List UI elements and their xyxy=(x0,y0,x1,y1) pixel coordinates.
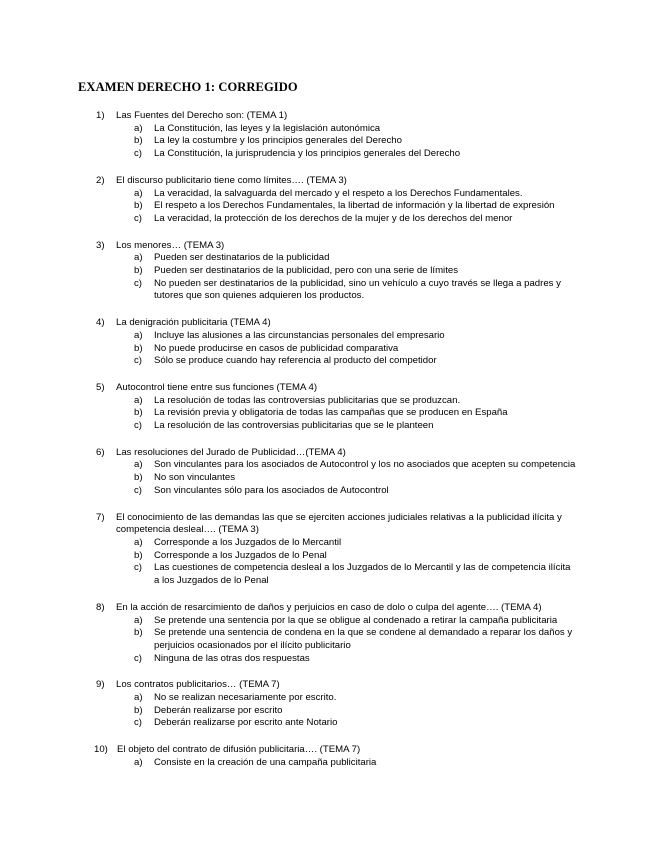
question-item xyxy=(96,382,576,433)
option-text: Las cuestiones de competencia desleal a los Juzgados de lo Mercantil y las de competencia ilícita a los Juzgados de lo Penal xyxy=(154,562,571,587)
answer-option xyxy=(134,653,576,666)
answer-option xyxy=(134,135,576,148)
option-letter: a) xyxy=(134,536,143,548)
option-letter: b) xyxy=(134,472,143,484)
question-item xyxy=(96,744,576,769)
option-letter: a) xyxy=(134,252,143,264)
option-letter: a) xyxy=(134,122,143,134)
answer-option xyxy=(134,278,576,303)
option-letter: c) xyxy=(134,420,142,432)
option-letter: c) xyxy=(134,148,142,160)
option-text: Se pretende una sentencia de condena en la que se condene al demandado a reparar los daños y perjuicios ocasionados por el ilícito publicitario xyxy=(154,627,573,651)
option-letter: a) xyxy=(134,614,143,626)
option-text: La resolución de las controversias publicitarias que se le planteen xyxy=(154,420,434,432)
option-text: Corresponde a los Juzgados de lo Mercantil xyxy=(154,536,342,548)
question-text: Las Fuentes del Derecho son: (TEMA 1) xyxy=(116,110,288,121)
option-text: No pueden ser destinatarios de la publicidad, sino un vehículo a cuyo través se llega a padres y tutores que son quienes adquieren los productos. xyxy=(154,277,561,302)
question-item xyxy=(96,110,576,161)
option-text: Son vinculantes para los asociados de Autocontrol y los no asociados que acepten su competencia xyxy=(154,459,576,471)
question-number: 3) xyxy=(96,239,105,251)
option-letter: b) xyxy=(134,549,143,561)
answer-option xyxy=(134,692,576,705)
question-text: Autocontrol tiene entre sus funciones (TEMA 4) xyxy=(116,381,318,393)
option-letter: b) xyxy=(134,407,143,419)
option-text: No puede producirse en casos de publicidad comparativa xyxy=(154,342,399,354)
question-text: El objeto del contrato de difusión publicitaria…. (TEMA 7) xyxy=(117,744,361,756)
answer-option xyxy=(134,252,576,265)
answer-option xyxy=(134,188,576,201)
question-text: La denigración publicitaria (TEMA 4) xyxy=(116,317,271,329)
question-item xyxy=(96,240,576,304)
question-text: El conocimiento de las demandas las que se ejerciten acciones judiciales relativas a la publicidad ilícita y competencia desleal…. (TEMA 3) xyxy=(116,511,562,536)
option-text: La Constitución, la jurisprudencia y los principios generales del Derecho xyxy=(154,148,461,160)
option-letter: b) xyxy=(134,704,143,716)
option-text: Deberán realizarse por escrito ante Notario xyxy=(154,717,338,729)
question-number: 1) xyxy=(96,110,105,121)
question-item xyxy=(96,317,576,368)
answer-option xyxy=(134,537,576,550)
option-letter: c) xyxy=(134,355,142,367)
option-letter: a) xyxy=(134,459,143,471)
option-letter: b) xyxy=(134,135,143,147)
question-text: Los menores… (TEMA 3) xyxy=(116,239,225,251)
answer-option xyxy=(134,485,576,498)
option-letter: c) xyxy=(134,562,142,574)
question-number: 5) xyxy=(96,381,105,393)
option-letter: a) xyxy=(134,394,143,406)
option-text: La revisión previa y obligatoria de todas las campañas que se producen en España xyxy=(154,407,508,419)
option-letter: b) xyxy=(134,342,143,354)
question-item xyxy=(96,175,576,226)
option-letter: c) xyxy=(134,277,142,289)
option-text: Consiste en la creación de una campaña publicitaria xyxy=(154,756,377,768)
question-number: 7) xyxy=(96,511,105,523)
option-text: Ninguna de las otras dos respuestas xyxy=(154,652,310,664)
question-text: Las resoluciones del Jurado de Publicidad…(TEMA 4) xyxy=(116,446,346,458)
option-letter: c) xyxy=(134,652,142,664)
option-text: Pueden ser destinatarios de la publicidad, pero con una serie de límites xyxy=(154,265,458,277)
question-number: 4) xyxy=(96,317,105,329)
option-text: La resolución de todas las controversias publicitarias que se produzcan. xyxy=(154,394,461,406)
question-item xyxy=(96,602,576,666)
option-text: Sólo se produce cuando hay referencia al producto del competidor xyxy=(154,355,437,367)
option-letter: b) xyxy=(134,200,143,212)
answer-option xyxy=(134,615,576,628)
question-text: En la acción de resarcimiento de daños y perjuicios en caso de dolo o culpa del agente…. (TEMA 4) xyxy=(116,601,542,613)
answer-option xyxy=(134,757,576,770)
answer-option xyxy=(134,420,576,433)
answer-option xyxy=(134,472,576,485)
answer-option xyxy=(134,343,576,356)
question-number: 6) xyxy=(96,446,105,458)
answer-option xyxy=(134,330,576,343)
answer-option xyxy=(134,265,576,278)
option-text: Se pretende una sentencia por la que se obligue al condenado a retirar la campaña publicitaria xyxy=(154,614,558,626)
option-letter: b) xyxy=(134,265,143,277)
option-text: No son vinculantes xyxy=(154,472,236,484)
option-text: La veracidad, la protección de los derechos de la mujer y de los derechos del menor xyxy=(154,212,513,224)
option-letter: c) xyxy=(134,717,142,729)
option-letter: a) xyxy=(134,692,143,704)
document-title: EXAMEN DERECHO 1: CORREGIDO xyxy=(78,80,298,94)
option-text: Deberán realizarse por escrito xyxy=(154,704,283,716)
question-item xyxy=(96,447,576,498)
option-letter: a) xyxy=(134,329,143,341)
answer-option xyxy=(134,550,576,563)
option-text: La veracidad, la salvaguarda del mercado y el respeto a los Derechos Fundamentales. xyxy=(154,187,523,199)
question-number: 9) xyxy=(96,679,105,691)
option-text: Pueden ser destinatarios de la publicidad xyxy=(154,252,330,264)
answer-option xyxy=(134,459,576,472)
answer-option xyxy=(134,407,576,420)
option-text: El respeto a los Derechos Fundamentales, la libertad de información y la libertad de expresión xyxy=(154,200,555,212)
option-letter: c) xyxy=(134,212,142,224)
answer-option xyxy=(134,200,576,213)
question-number: 2) xyxy=(96,174,105,186)
question-item xyxy=(96,679,576,730)
question-text: El discurso publicitario tiene como límites…. (TEMA 3) xyxy=(116,174,347,186)
question-text: Los contratos publicitarios… (TEMA 7) xyxy=(116,679,280,691)
answer-option xyxy=(134,148,576,161)
answer-option xyxy=(134,562,576,587)
option-letter: a) xyxy=(134,187,143,199)
answer-option xyxy=(134,717,576,730)
option-letter: a) xyxy=(134,756,143,768)
option-letter: b) xyxy=(134,627,143,639)
answer-option xyxy=(134,213,576,226)
question-list xyxy=(96,110,576,784)
option-text: Son vinculantes sólo para los asociados de Autocontrol xyxy=(154,484,389,496)
option-text: La Constitución, las leyes y la legislación autonómica xyxy=(154,122,381,134)
question-item xyxy=(96,512,576,588)
option-text: No se realizan necesariamente por escrito. xyxy=(154,692,337,704)
option-text: La ley la costumbre y los principios generales del Derecho xyxy=(154,135,402,147)
answer-option xyxy=(134,627,576,652)
answer-option xyxy=(134,355,576,368)
question-number: 10) xyxy=(94,744,108,756)
question-number: 8) xyxy=(96,601,105,613)
answer-option xyxy=(134,395,576,408)
option-text: Corresponde a los Juzgados de lo Penal xyxy=(154,549,327,561)
answer-option xyxy=(134,705,576,718)
option-text: Incluye las alusiones a las circunstancias personales del empresario xyxy=(154,329,445,341)
answer-option xyxy=(134,123,576,136)
option-letter: c) xyxy=(134,484,142,496)
